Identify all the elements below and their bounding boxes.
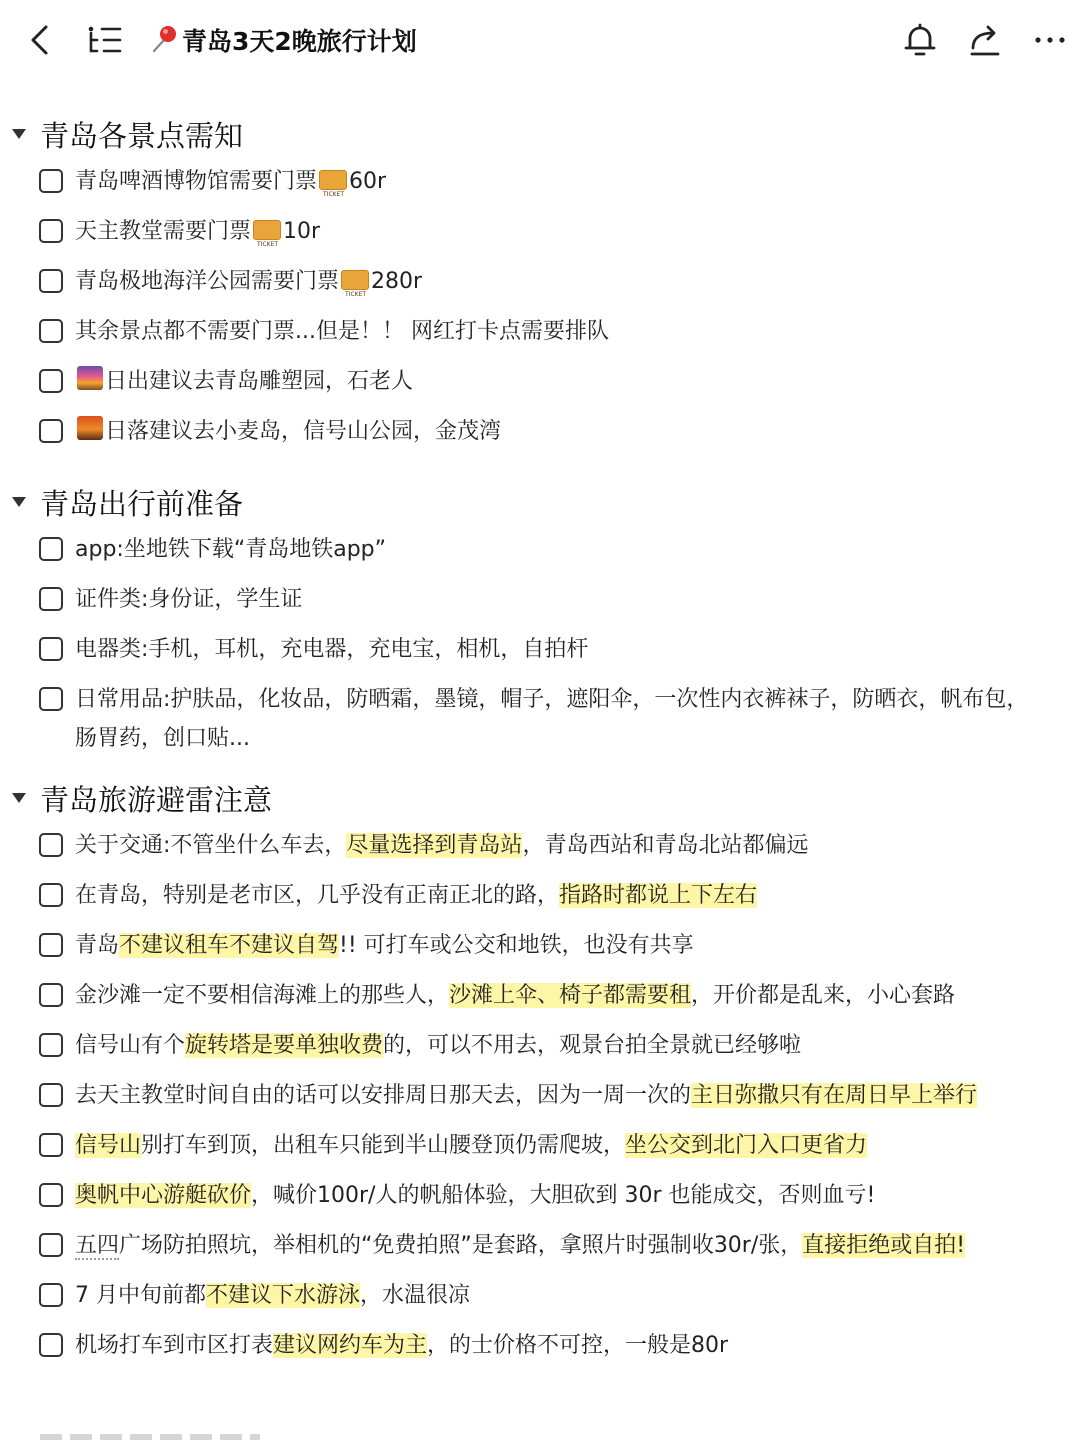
todo-checkbox[interactable] xyxy=(39,269,63,293)
text-segment: 日落建议去小麦岛，信号山公园，金茂湾 xyxy=(105,419,502,444)
text-segment: ，水温很凉 xyxy=(360,1283,471,1308)
todo-text[interactable] xyxy=(75,1283,470,1308)
todo-text[interactable] xyxy=(75,269,422,294)
text-segment: 信号山有个 xyxy=(75,1033,186,1058)
todo-item xyxy=(0,580,1080,630)
todo-checkbox[interactable] xyxy=(39,883,63,907)
text-segment: 10r xyxy=(283,219,321,244)
todo-item xyxy=(0,262,1080,312)
highlighted-text: 旋转塔是要单独收费 xyxy=(185,1033,384,1058)
todo-checkbox[interactable] xyxy=(39,983,63,1007)
more-icon[interactable] xyxy=(1028,18,1072,62)
todo-text[interactable] xyxy=(75,1233,965,1260)
pushpin-icon xyxy=(150,25,178,53)
todo-item xyxy=(0,1226,1080,1276)
text-segment: 别打车到顶，出租车只能到半山腰登顶仍需爬坡， xyxy=(141,1133,626,1158)
section-2 xyxy=(0,772,1080,1376)
todo-text[interactable] xyxy=(75,983,955,1008)
document-content xyxy=(0,108,1080,1390)
section-header[interactable] xyxy=(0,476,1080,530)
todo-item xyxy=(0,412,1080,462)
highlighted-text: 不建议下水游泳 xyxy=(206,1283,361,1308)
todo-text[interactable] xyxy=(75,169,386,194)
bell-icon[interactable] xyxy=(898,18,942,62)
todo-checkbox[interactable] xyxy=(39,369,63,393)
todo-checkbox[interactable] xyxy=(39,1033,63,1057)
highlighted-text: 尽量选择到青岛站 xyxy=(346,833,523,858)
todo-text[interactable] xyxy=(75,1033,801,1058)
highlighted-text: 奥帆中心游艇砍价 xyxy=(75,1183,252,1208)
text-segment: ，喊价100r/人的帆船体验，大胆砍到 30r 也能成交，否则血亏! xyxy=(251,1183,876,1208)
todo-item xyxy=(0,926,1080,976)
highlighted-text: 指路时都说上下左右 xyxy=(559,883,758,908)
todo-text[interactable] xyxy=(75,419,501,444)
todo-item xyxy=(0,876,1080,926)
todo-item xyxy=(0,1276,1080,1326)
todo-text[interactable] xyxy=(75,637,588,662)
todo-text[interactable] xyxy=(75,587,302,612)
top-bar xyxy=(0,0,1080,80)
todo-text[interactable] xyxy=(75,1333,728,1358)
text-segment: 广场防拍照坑，举相机的“免费拍照”是套路，拿照片时强制收30r/张， xyxy=(119,1233,803,1258)
ticket-icon xyxy=(341,270,369,290)
todo-text[interactable] xyxy=(75,883,757,908)
todo-item xyxy=(0,1076,1080,1126)
text-segment: 青岛 xyxy=(75,933,120,958)
share-icon[interactable] xyxy=(963,18,1007,62)
todo-checkbox[interactable] xyxy=(39,833,63,857)
text-segment: !! 可打车或公交和地铁，也没有共享 xyxy=(339,933,694,958)
todo-text[interactable] xyxy=(75,319,609,344)
todo-text[interactable] xyxy=(75,1083,977,1108)
outline-icon[interactable] xyxy=(82,18,126,62)
todo-item xyxy=(0,826,1080,876)
text-segment: 日常用品:护肤品，化妆品，防晒霜，墨镜，帽子，遮阳伞，一次性内衣裤袜子，防晒衣，帆布包，肠胃药，创口贴... xyxy=(75,687,1029,751)
text-segment: 证件类:身份证，学生证 xyxy=(75,587,303,612)
ticket-icon xyxy=(319,170,347,190)
todo-text[interactable] xyxy=(75,369,413,394)
text-segment: 关于交通:不管坐什么车去， xyxy=(75,833,347,858)
todo-item xyxy=(0,212,1080,262)
todo-checkbox[interactable] xyxy=(39,1183,63,1207)
todo-item xyxy=(0,530,1080,580)
todo-checkbox[interactable] xyxy=(39,537,63,561)
todo-checkbox[interactable] xyxy=(39,1133,63,1157)
todo-item xyxy=(0,362,1080,412)
highlighted-text: 坐公交到北门入口更省力 xyxy=(625,1133,868,1158)
text-segment: 7 月中旬前都 xyxy=(75,1283,206,1308)
todo-checkbox[interactable] xyxy=(39,219,63,243)
todo-checkbox[interactable] xyxy=(39,419,63,443)
todo-checkbox[interactable] xyxy=(39,1333,63,1357)
collapse-caret-icon[interactable] xyxy=(12,793,26,803)
todo-text[interactable] xyxy=(75,1183,875,1208)
todo-text[interactable] xyxy=(75,219,320,244)
highlighted-text: 直接拒绝或自拍! xyxy=(802,1233,966,1258)
text-segment: 60r xyxy=(349,169,387,194)
text-segment: 的，可以不用去，观景台拍全景就已经够啦 xyxy=(383,1033,802,1058)
todo-checkbox[interactable] xyxy=(39,933,63,957)
todo-item xyxy=(0,680,1080,758)
todo-checkbox[interactable] xyxy=(39,1083,63,1107)
section-0 xyxy=(0,108,1080,462)
text-segment: 电器类:手机，耳机，充电器，充电宝，相机，自拍杆 xyxy=(75,637,589,662)
todo-text[interactable] xyxy=(75,933,694,958)
next-section-peek xyxy=(40,1425,300,1440)
collapse-caret-icon[interactable] xyxy=(12,129,26,139)
section-1 xyxy=(0,476,1080,758)
back-icon[interactable] xyxy=(18,18,62,62)
text-segment: 青岛极地海洋公园需要门票 xyxy=(75,269,340,294)
todo-text[interactable] xyxy=(75,537,386,562)
text-segment: ，青岛西站和青岛北站都偏远 xyxy=(522,833,809,858)
section-title: 青岛旅游避雷注意 xyxy=(40,783,273,817)
section-title: 青岛出行前准备 xyxy=(40,487,244,521)
text-segment: 在青岛，特别是老市区，几乎没有正南正北的路， xyxy=(75,883,560,908)
todo-text[interactable] xyxy=(75,1133,867,1158)
text-segment: 去天主教堂时间自由的话可以安排周日那天去，因为一周一次的 xyxy=(75,1083,692,1108)
todo-item xyxy=(0,312,1080,362)
section-header[interactable] xyxy=(0,772,1080,826)
text-segment: 天主教堂需要门票 xyxy=(75,219,252,244)
todo-item xyxy=(0,1176,1080,1226)
page-title xyxy=(150,22,417,58)
todo-item xyxy=(0,162,1080,212)
text-segment: 日出建议去青岛雕塑园，石老人 xyxy=(105,369,414,394)
todo-checkbox[interactable] xyxy=(39,637,63,661)
text-segment: 280r xyxy=(371,269,423,294)
todo-text[interactable] xyxy=(75,833,808,858)
highlighted-text: 沙滩上伞、椅子都需要租 xyxy=(449,983,692,1008)
text-segment: ，开价都是乱来，小心套路 xyxy=(691,983,956,1008)
todo-checkbox[interactable] xyxy=(39,587,63,611)
todo-checkbox[interactable] xyxy=(39,687,63,711)
todo-checkbox[interactable] xyxy=(39,1283,63,1307)
collapse-caret-icon[interactable] xyxy=(12,497,26,507)
underlined-text: 五四 xyxy=(75,1233,120,1258)
text-segment: ，的士价格不可控，一般是80r xyxy=(427,1333,729,1358)
todo-item xyxy=(0,1126,1080,1176)
highlighted-text: 信号山 xyxy=(75,1133,142,1158)
text-segment: 机场打车到市区打表 xyxy=(75,1333,274,1358)
todo-checkbox[interactable] xyxy=(39,1233,63,1257)
todo-checkbox[interactable] xyxy=(39,319,63,343)
highlighted-text: 主日弥撒只有在周日早上举行 xyxy=(691,1083,978,1108)
section-header[interactable] xyxy=(0,108,1080,162)
section-title: 青岛各景点需知 xyxy=(40,119,244,153)
todo-item xyxy=(0,1026,1080,1076)
todo-checkbox[interactable] xyxy=(39,169,63,193)
highlighted-text: 不建议租车不建议自驾 xyxy=(119,933,340,958)
todo-text[interactable] xyxy=(75,687,1028,751)
text-segment: 其余景点都不需要门票...但是！！ 网红打卡点需要排队 xyxy=(75,319,609,344)
todo-item xyxy=(0,1326,1080,1376)
sunset-icon xyxy=(77,416,103,440)
text-segment: 青岛啤酒博物馆需要门票 xyxy=(75,169,318,194)
todo-item xyxy=(0,630,1080,680)
ticket-icon xyxy=(253,220,281,240)
highlighted-text: 建议网约车为主 xyxy=(273,1333,428,1358)
sunrise-icon xyxy=(77,366,103,390)
page-title-text: 青岛3天2晚旅行计划 xyxy=(182,27,417,56)
text-segment: app:坐地铁下载“青岛地铁app” xyxy=(75,537,387,562)
text-segment: 金沙滩一定不要相信海滩上的那些人， xyxy=(75,983,450,1008)
todo-item xyxy=(0,976,1080,1026)
